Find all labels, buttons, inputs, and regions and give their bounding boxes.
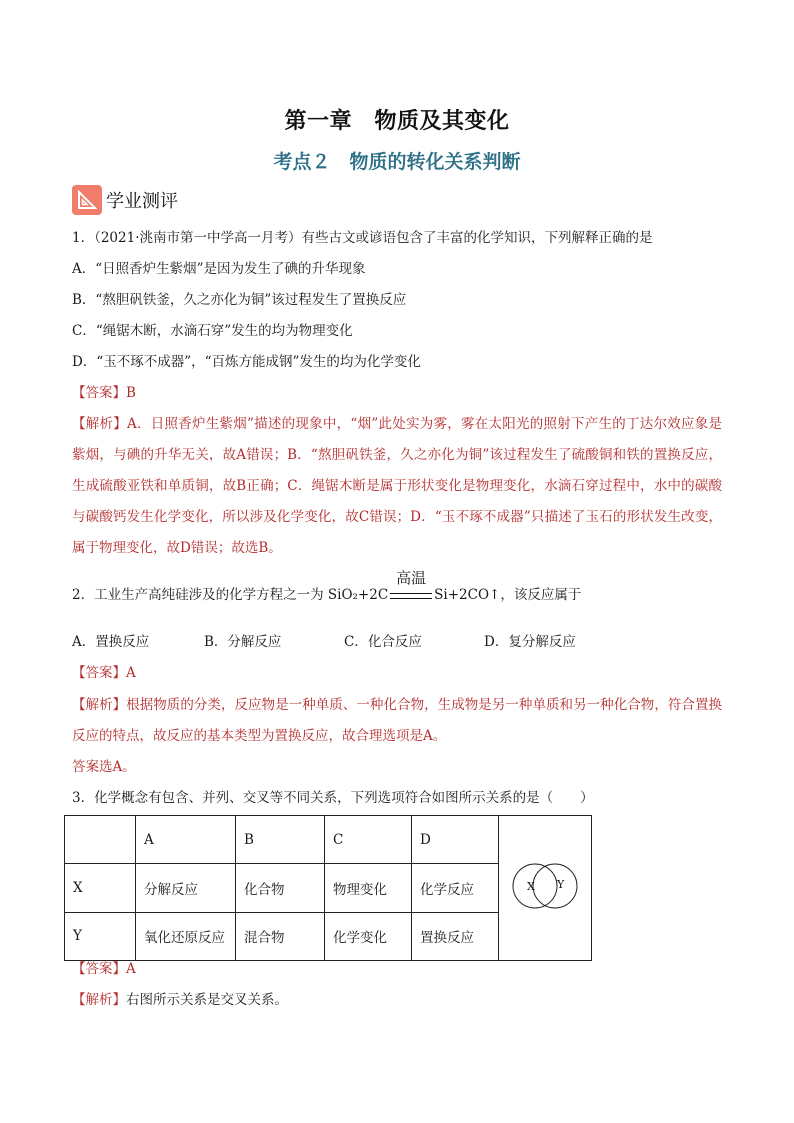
table-cell: 化学变化 xyxy=(325,912,412,960)
section-header xyxy=(72,185,178,215)
q2-final-answer: 答案选A。 xyxy=(72,759,136,775)
q1-stem: 1．（2021·洮南市第一中学高一月考）有些古文或谚语包含了丰富的化学知识，下列解释正确的是 xyxy=(72,230,653,246)
q1-answer-value: B xyxy=(126,385,136,401)
q3-stem: 3．化学概念有包含、并列、交叉等不同关系，下列选项符合如图所示关系的是（ ） xyxy=(72,790,594,806)
q3-expl-text: 右图所示关系是交叉关系。 xyxy=(126,992,288,1008)
chapter-title: 第一章 物质及其变化 xyxy=(284,108,510,134)
q1-explanation xyxy=(72,409,722,564)
q2-option-c: C．化合反应 xyxy=(344,634,422,650)
table-cell: 分解反应 xyxy=(136,864,236,912)
q1-answer-tag: 【答案】 xyxy=(72,385,126,401)
q1-option-d: D．“玉不琢不成器”，“百炼方能成钢”发生的均为化学变化 xyxy=(72,354,421,370)
table-cell: Y xyxy=(65,912,136,960)
table-cell: 物理变化 xyxy=(325,864,412,912)
q3-expl-tag: 【解析】 xyxy=(72,992,126,1008)
table-cell: 置换反应 xyxy=(412,912,499,960)
q2-explanation xyxy=(72,690,722,752)
q1-option-a: A．“日照香炉生紫烟”是因为发生了碘的升华现象 xyxy=(72,261,366,277)
q2-expl-text: 根据物质的分类，反应物是一种单质、一种化合物，生成物是另一种单质和另一种化合物，符合置换反应的特点，故反应的基本类型为置换反应，故合理选项是A。 xyxy=(72,697,723,744)
q1-answer xyxy=(72,383,136,403)
q3-answer-tag: 【答案】 xyxy=(72,961,126,977)
table-cell: 氧化还原反应 xyxy=(136,912,236,960)
equation-arrow xyxy=(390,568,432,599)
table-header-row xyxy=(65,816,592,864)
q3-answer-value: A xyxy=(126,961,136,977)
triangle-ruler-icon xyxy=(72,185,102,215)
q2-stem-pre: 2．工业生产高纯硅涉及的化学方程之一为 SiO₂+2C xyxy=(72,587,389,603)
q2-answer xyxy=(72,663,136,683)
table-cell: 化学反应 xyxy=(412,864,499,912)
table-cell: 化合物 xyxy=(236,864,325,912)
table-cell: C xyxy=(325,816,412,864)
q2-answer-value: A xyxy=(126,665,136,681)
table-cell: A xyxy=(136,816,236,864)
q2-option-b: B．分解反应 xyxy=(204,634,282,650)
q2-stem xyxy=(72,568,582,605)
q1-expl-tag: 【解析】 xyxy=(72,416,128,432)
table-cell: 混合物 xyxy=(236,912,325,960)
q3-table xyxy=(64,815,592,961)
q1-option-c: C．“绳锯木断，水滴石穿”发生的均为物理变化 xyxy=(72,323,353,339)
venn-label-y: Y xyxy=(557,878,565,891)
venn-diagram xyxy=(499,816,591,956)
venn-label-x: X xyxy=(527,880,535,893)
q1-expl-text: A．日照香炉生紫烟”描述的现象中，“烟”此处实为雾，雾在太阳光的照射下产生的丁达尔效应象是紫烟，与碘的升华无关，故A错误；B．“熬胆矾铁釜，久之亦化为铜”该过程发生了硫酸铜和铁的置换反应，生成硫酸亚铁和单质铜，故B正确；C．绳锯木断是属于形状变化是物理变化，水滴石穿过程中，水中的碳酸与碳酸钙发生化学变化，所以涉及化学变化，故C错误；D．“玉不琢不成器”只描述了玉石的形状发生改变，属于物理变化，故D错误；故选B。 xyxy=(72,416,723,556)
q3-explanation xyxy=(72,990,288,1010)
q3-answer xyxy=(72,959,136,979)
reaction-condition: 高温 xyxy=(396,568,427,587)
table-cell: X xyxy=(65,864,136,912)
q2-expl-tag: 【解析】 xyxy=(72,697,127,713)
q2-answer-tag: 【答案】 xyxy=(72,665,126,681)
q2-options xyxy=(72,632,616,652)
venn-diagram-cell xyxy=(499,816,592,961)
section-label: 学业测评 xyxy=(106,191,178,212)
table-cell: B xyxy=(236,816,325,864)
table-cell: D xyxy=(412,816,499,864)
q2-stem-post: Si+2CO↑，该反应属于 xyxy=(434,587,582,603)
topic-subtitle: 考点２ 物质的转化关系判断 xyxy=(273,151,521,173)
table-cell xyxy=(65,816,136,864)
q2-option-d: D．复分解反应 xyxy=(484,634,576,650)
q2-option-a: A．置换反应 xyxy=(72,634,150,650)
q1-option-b: B．“熬胆矾铁釜，久之亦化为铜”该过程发生了置换反应 xyxy=(72,292,407,308)
